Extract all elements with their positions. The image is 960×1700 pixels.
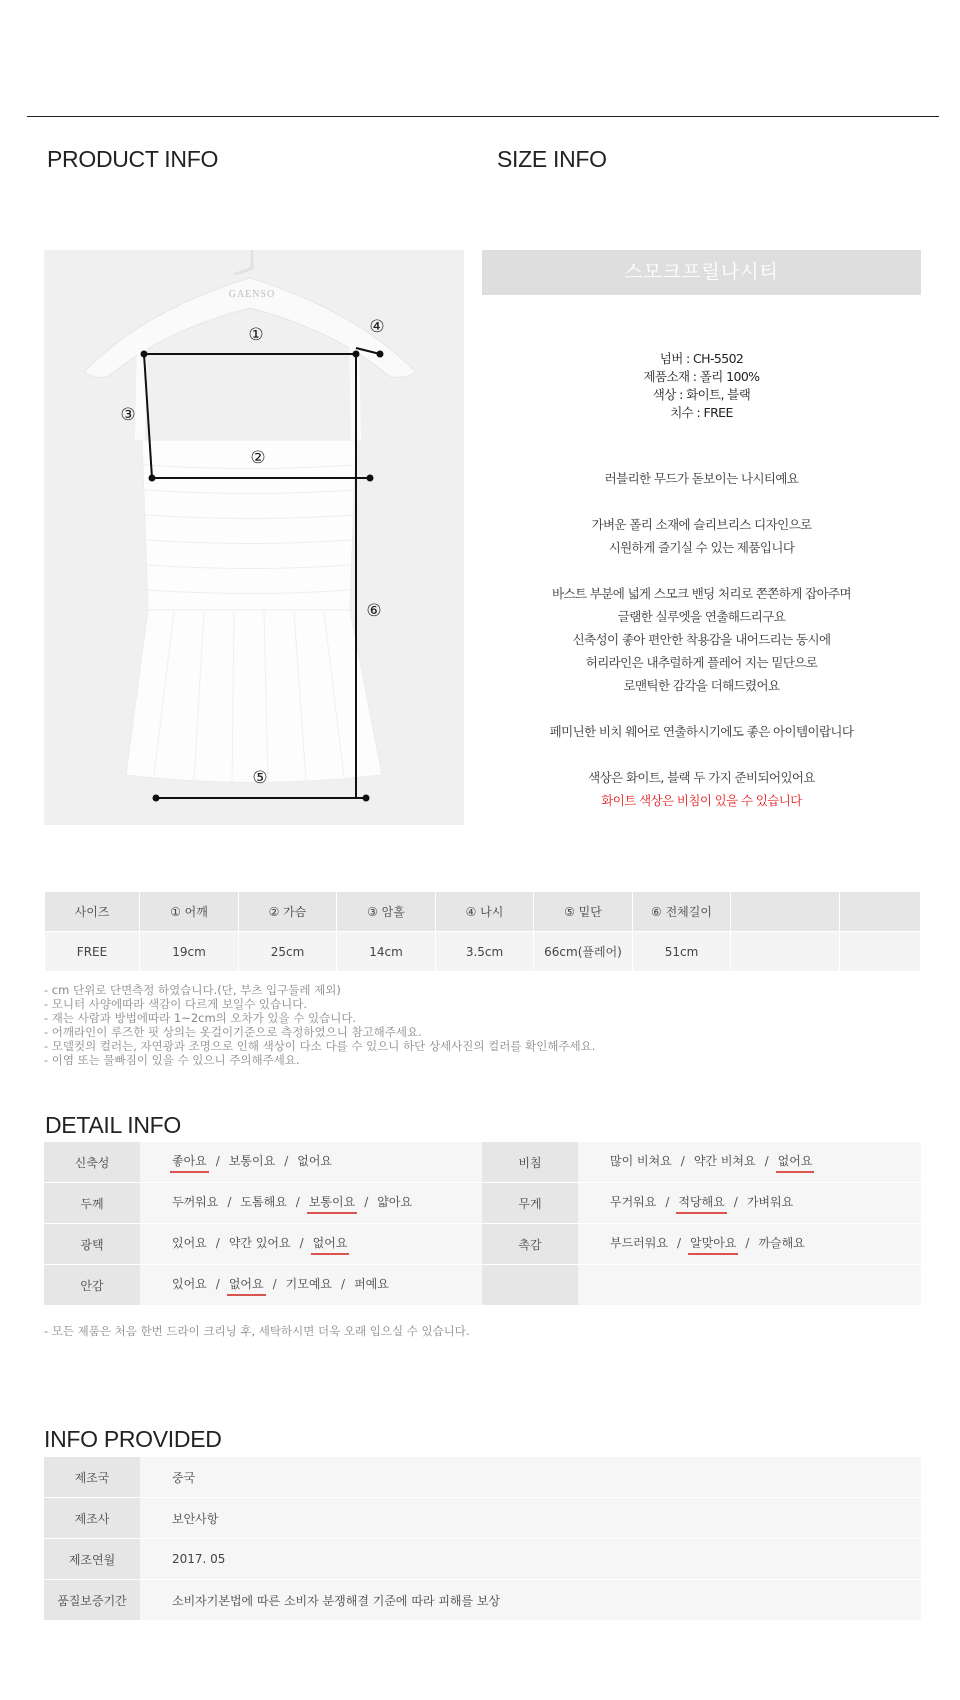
detail-option: 도톰해요 [240, 1194, 287, 1209]
detail-label: 신축성 [44, 1142, 140, 1183]
detail-options-stretch: 좋아요 / 보통이요 / 없어요 [140, 1142, 482, 1183]
detail-label-empty [482, 1265, 578, 1306]
top-divider [27, 116, 939, 117]
info-value: 중국 [140, 1457, 921, 1498]
detail-option: 두꺼워요 [172, 1194, 219, 1209]
info-label: 제조사 [44, 1498, 140, 1539]
size-header-cell: ④ 나시 [436, 892, 534, 932]
detail-options-weight: 무거워요 / 적당해요 / 가벼워요 [578, 1183, 921, 1224]
spec-material: 제품소재 : 폴리 100% [643, 369, 760, 384]
detail-note: - 모든 제품은 처음 한번 드라이 크리닝 후, 세탁하시면 더욱 오래 입으실 수 있습니다. [44, 1324, 470, 1338]
size-cell: 66cm(플레어) [534, 932, 633, 972]
size-header-cell: ⑤ 밑단 [534, 892, 633, 932]
detail-option: 무거워요 [610, 1194, 657, 1209]
detail-option-selected: 좋아요 [170, 1152, 209, 1173]
info-value: 소비자기본법에 따른 소비자 분쟁해결 기준에 따라 피해를 보상 [140, 1580, 921, 1621]
size-table [44, 891, 921, 972]
info-provided-heading: INFO PROVIDED [44, 1426, 222, 1452]
detail-option: 없어요 [297, 1153, 333, 1168]
detail-option-selected: 없어요 [311, 1234, 350, 1255]
detail-table [44, 1142, 921, 1306]
size-header-cell: ② 가슴 [239, 892, 337, 932]
spec-color: 색상 : 화이트, 블랙 [652, 387, 751, 402]
detail-option: 많이 비쳐요 [610, 1153, 672, 1168]
detail-label: 안감 [44, 1265, 140, 1306]
detail-option: 약간 비쳐요 [693, 1153, 756, 1168]
info-row [44, 1539, 921, 1580]
info-provided-table [44, 1457, 921, 1621]
info-row [44, 1498, 921, 1539]
detail-option: 있어요 [172, 1235, 207, 1250]
size-header-cell: 사이즈 [45, 892, 140, 932]
marker-shoulder: ① [248, 325, 264, 345]
product-spec [482, 350, 921, 422]
size-note: - cm 단위로 단면측정 하였습니다.(단, 부츠 입구둘레 제외) [44, 983, 341, 997]
desc-line: 페미닌한 비치 웨어로 연출하시기에도 좋은 아이템이랍니다 [549, 724, 854, 739]
detail-option: 부드러워요 [610, 1235, 668, 1250]
detail-label: 광택 [44, 1224, 140, 1265]
size-header-cell: ⑥ 전체길이 [633, 892, 731, 932]
detail-label: 비침 [482, 1142, 578, 1183]
marker-strap: ④ [369, 317, 385, 337]
size-header-cell: ① 어깨 [140, 892, 239, 932]
desc-line: 신축성이 좋아 편안한 착용감을 내어드리는 동시에 [572, 632, 831, 647]
measurement-diagram [44, 250, 464, 825]
size-header-cell [731, 892, 840, 932]
size-table-row [45, 932, 921, 972]
detail-option-selected: 없어요 [227, 1275, 266, 1296]
detail-option-selected: 보통이요 [307, 1193, 357, 1214]
size-cell [840, 932, 921, 972]
detail-option-selected: 알맞아요 [688, 1234, 738, 1255]
detail-label: 무게 [482, 1183, 578, 1224]
detail-option: 있어요 [172, 1276, 207, 1291]
desc-line: 로맨틱한 감각을 더해드렸어요 [623, 678, 780, 693]
detail-options-empty [578, 1265, 921, 1306]
desc-line: 바스트 부분에 넓게 스모크 밴딩 처리로 쫀쫀하게 잡아주며 [551, 586, 851, 601]
marker-armhole: ③ [120, 405, 136, 425]
marker-length: ⑥ [366, 601, 382, 621]
size-cell [731, 932, 840, 972]
size-table-header [45, 892, 921, 932]
detail-label: 촉감 [482, 1224, 578, 1265]
desc-line: 글램한 실루엣을 연출해드리구요 [617, 609, 786, 624]
size-cell: 3.5cm [436, 932, 534, 972]
info-row [44, 1580, 921, 1621]
desc-line: 러블리한 무드가 돋보이는 나시티예요 [604, 471, 799, 486]
detail-option: 약간 있어요 [228, 1235, 291, 1250]
size-note: - 모니터 사양에따라 색감이 다르게 보일수 있습니다. [44, 997, 308, 1011]
size-note: - 이염 또는 물빠짐이 있을 수 있으니 주의해주세요. [44, 1053, 300, 1067]
detail-options-lining: 있어요 / 없어요 / 기모예요 / 퍼예요 [140, 1265, 482, 1306]
product-name: 스모크프릴나시티 [482, 250, 921, 295]
size-cell: 51cm [633, 932, 731, 972]
spec-number: 넘버 : CH-5502 [659, 351, 744, 366]
detail-option-selected: 적당해요 [676, 1193, 726, 1214]
detail-option: 가벼워요 [746, 1194, 794, 1209]
size-cell: 14cm [337, 932, 436, 972]
detail-options-gloss: 있어요 / 약간 있어요 / 없어요 [140, 1224, 482, 1265]
marker-hem: ⑤ [252, 768, 268, 788]
detail-option: 퍼예요 [354, 1276, 389, 1291]
desc-line: 색상은 화이트, 블랙 두 가지 준비되어있어요 [588, 770, 815, 785]
size-cell: FREE [45, 932, 140, 972]
detail-options-touch: 부드러워요 / 알맞아요 / 까슬해요 [578, 1224, 921, 1265]
detail-option-selected: 없어요 [776, 1152, 815, 1173]
desc-line: 가벼운 폴리 소재에 슬리브리스 디자인으로 [591, 517, 812, 532]
info-value: 보안사항 [140, 1498, 921, 1539]
detail-option: 기모예요 [285, 1276, 333, 1291]
size-header-cell: ③ 암홀 [337, 892, 436, 932]
marker-chest: ② [250, 448, 266, 468]
detail-row [44, 1224, 921, 1265]
size-cell: 19cm [140, 932, 239, 972]
product-info-heading: PRODUCT INFO [47, 146, 219, 172]
detail-row [44, 1265, 921, 1306]
detail-option: 까슬해요 [758, 1235, 805, 1250]
info-label: 품질보증기간 [44, 1580, 140, 1621]
size-notes [44, 983, 595, 1067]
desc-warning: 화이트 색상은 비침이 있을 수 있습니다 [601, 793, 802, 808]
size-note: - 재는 사람과 방법에따라 1~2cm의 오차가 있을 수 있습니다. [44, 1011, 357, 1025]
hanger-brand: GAENSO [228, 289, 276, 300]
detail-row [44, 1142, 921, 1183]
detail-option: 얇아요 [377, 1194, 413, 1209]
spec-size: 치수 : FREE [670, 405, 733, 420]
detail-row [44, 1183, 921, 1224]
info-row [44, 1457, 921, 1498]
info-label: 제조국 [44, 1457, 140, 1498]
info-value: 2017. 05 [140, 1539, 921, 1580]
detail-options-thickness: 두꺼워요 / 도톰해요 / 보통이요 / 얇아요 [140, 1183, 482, 1224]
size-note: - 어깨라인이 루즈한 핏 상의는 옷걸이기준으로 측정하였으니 참고해주세요. [44, 1025, 422, 1039]
detail-info-heading: DETAIL INFO [45, 1112, 181, 1138]
size-header-cell [840, 892, 921, 932]
product-photo [44, 250, 464, 825]
size-cell: 25cm [239, 932, 337, 972]
detail-label: 두께 [44, 1183, 140, 1224]
detail-option: 보통이요 [228, 1153, 276, 1168]
product-description [482, 467, 921, 812]
desc-line: 시원하게 즐기실 수 있는 제품입니다 [608, 540, 795, 555]
info-label: 제조연월 [44, 1539, 140, 1580]
size-note: - 모델컷의 컬러는, 자연광과 조명으로 인해 색상이 다소 다를 수 있으니 하단 상세사진의 컬러를 확인해주세요. [44, 1039, 596, 1053]
size-info-heading: SIZE INFO [497, 146, 607, 172]
detail-options-sheer: 많이 비쳐요 / 약간 비쳐요 / 없어요 [578, 1142, 921, 1183]
desc-line: 허리라인은 내추럴하게 플레어 지는 밑단으로 [585, 655, 818, 670]
